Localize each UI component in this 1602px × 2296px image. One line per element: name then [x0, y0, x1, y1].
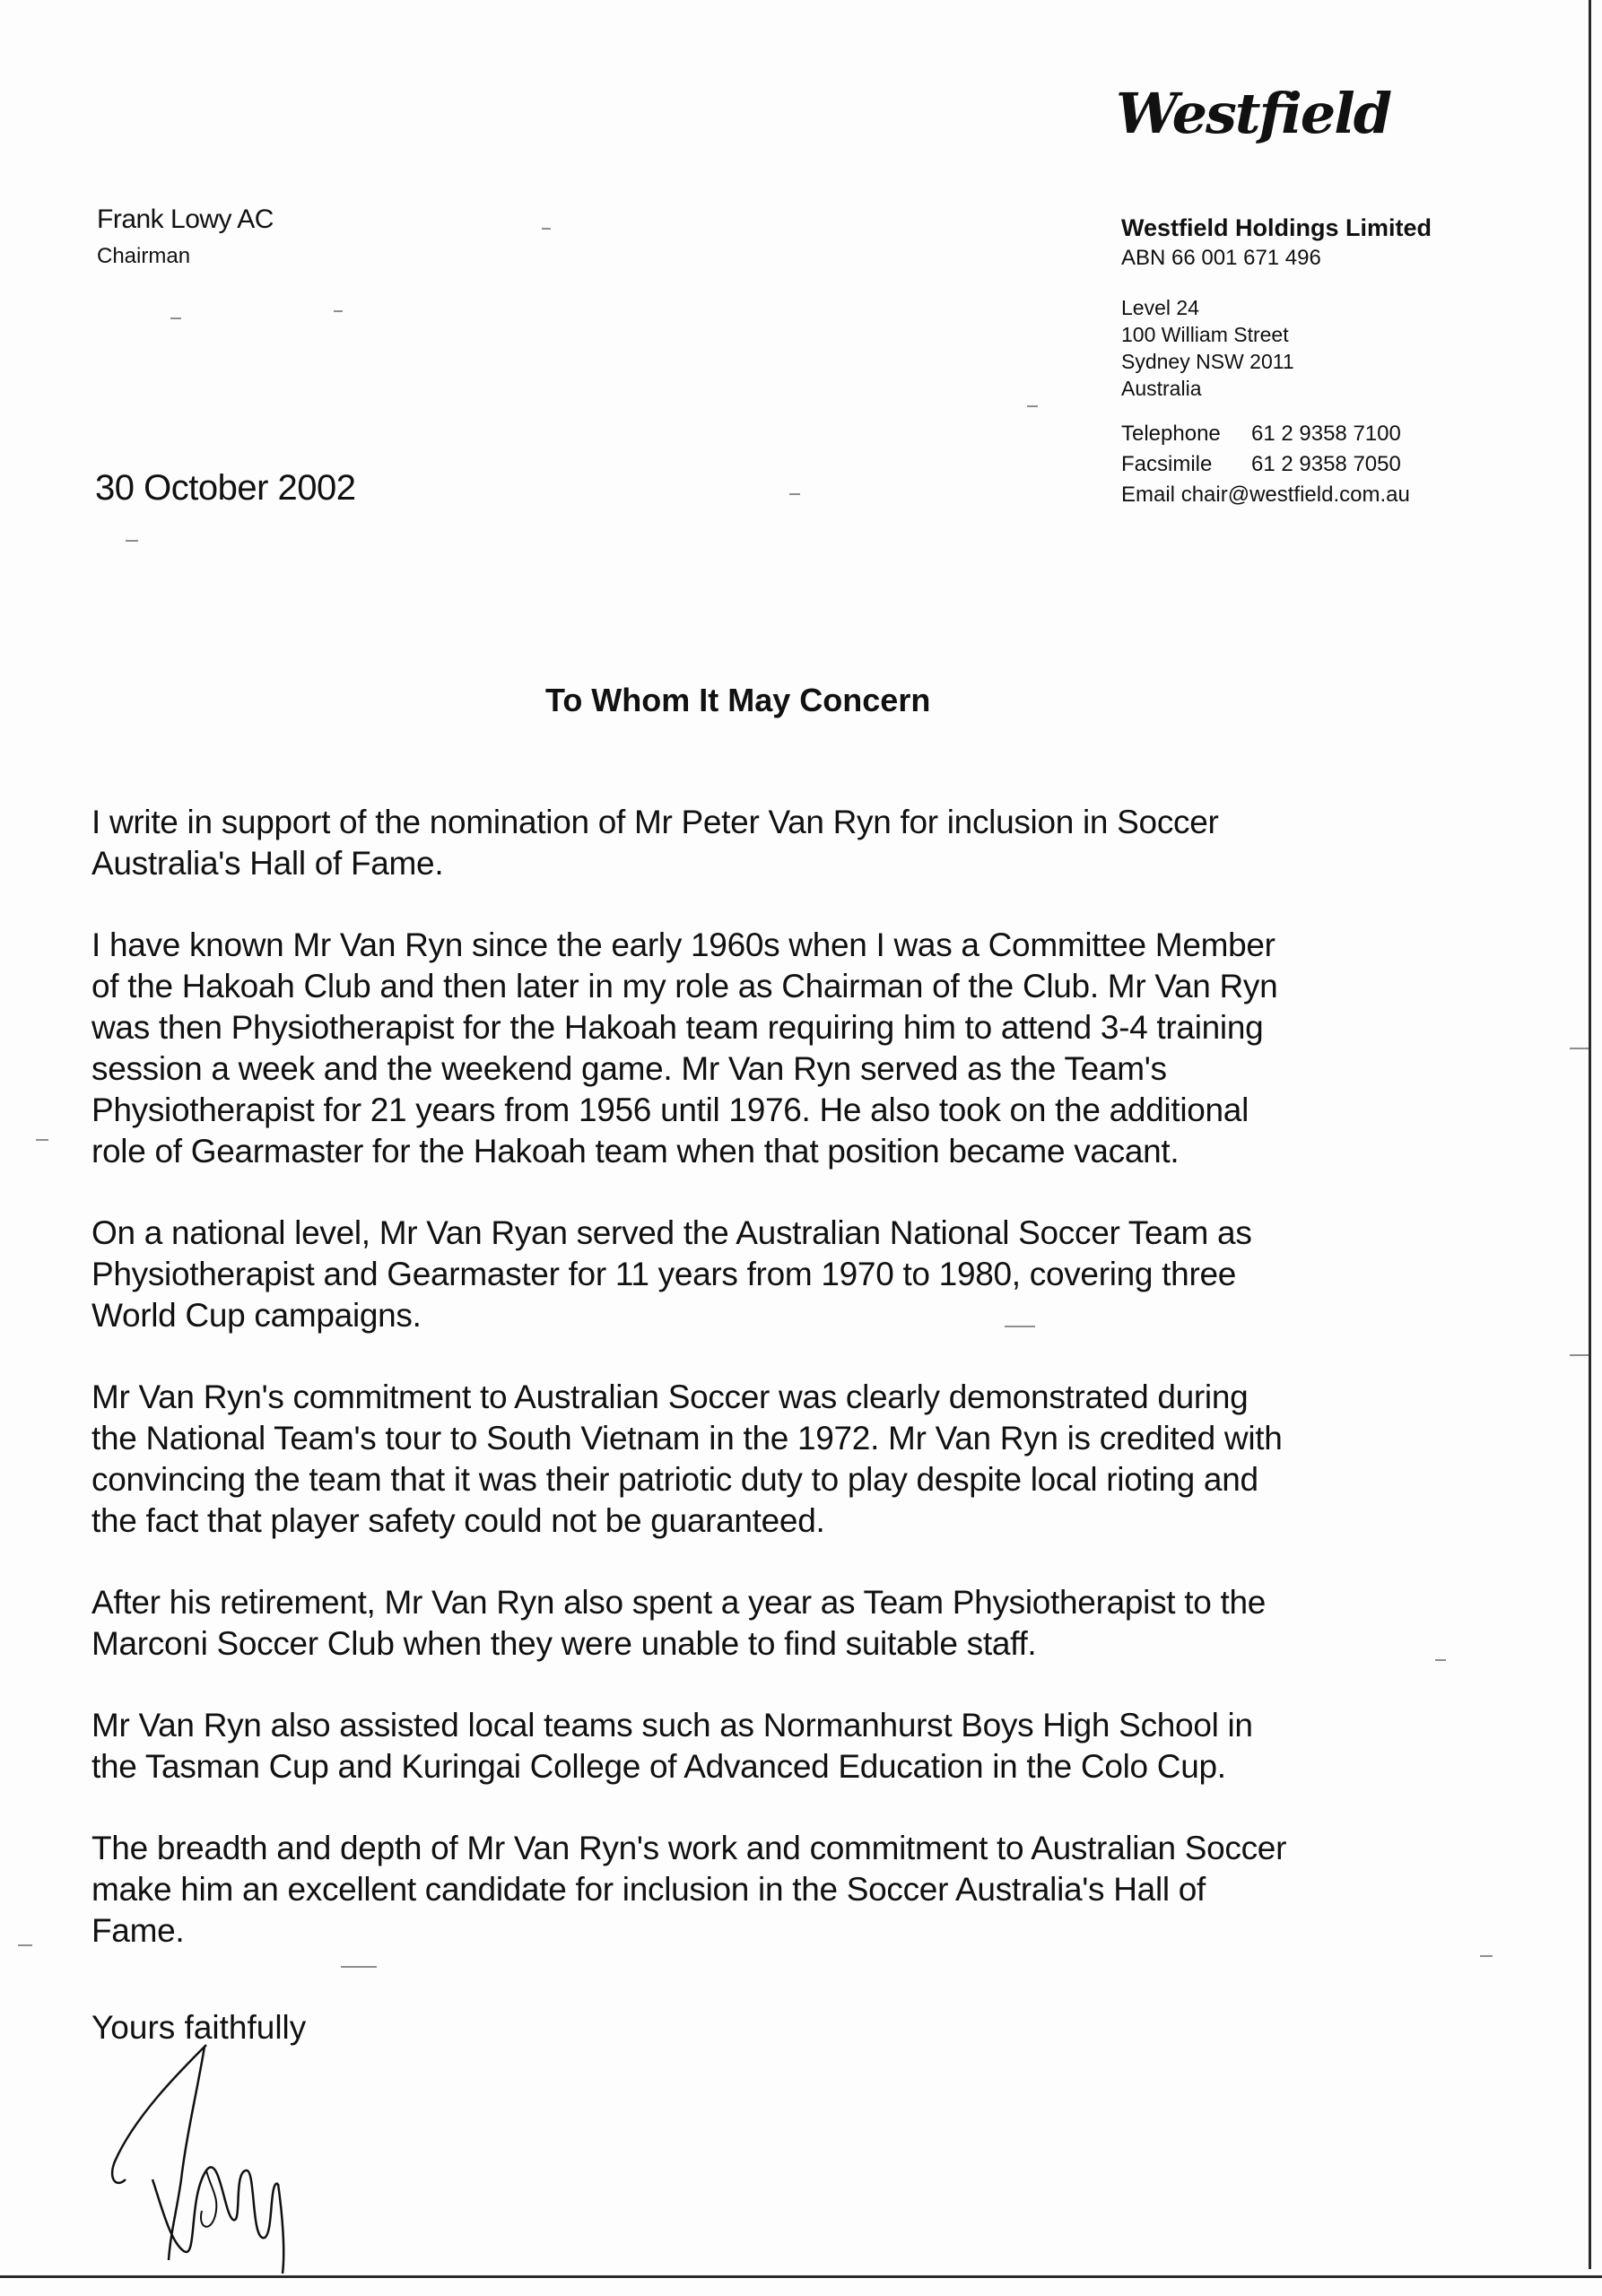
closing-salutation: Yours faithfully	[91, 2009, 307, 2046]
body-paragraph: After his retirement, Mr Van Ryn also spent a year as Team Physiotherapist to the Marconi Soccer Club when they were unable to find suitable staff.	[91, 1584, 1267, 1662]
contact-email	[1121, 480, 1410, 510]
handwritten-signature	[99, 2036, 305, 2278]
scan-speck	[1570, 1354, 1589, 1356]
scan-speck	[36, 1139, 48, 1141]
contact-facsimile	[1121, 449, 1410, 480]
body-paragraph: Mr Van Ryn also assisted local teams such as Normanhurst Boys High School in the Tasman Cup and Kuringai College of Advanced Education in the Colo Cup.	[91, 1707, 1253, 1785]
scan-speck	[1570, 1048, 1589, 1049]
sender-name: Frank Lowy AC	[97, 204, 274, 234]
contact-label: Email	[1121, 483, 1176, 507]
westfield-logo: Westfield	[1116, 81, 1391, 146]
scan-speck	[334, 310, 343, 312]
letter-date: 30 October 2002	[95, 468, 356, 508]
contact-label: Facsimile	[1121, 452, 1213, 476]
letter-body	[91, 802, 1473, 1992]
address-line: Sydney NSW 2011	[1121, 350, 1294, 373]
address-line: Level 24	[1121, 296, 1199, 319]
company-address	[1121, 294, 1294, 402]
body-paragraph: I have known Mr Van Ryn since the early 1960s when I was a Committee Member of the Hakoah Club and then later in my role as Chairman of the Club. Mr Van Ryn was then Physiotherapist for the Hakoah team requiring him to attend 3-4 training session a week and the weekend game. Mr Van Ryn served as the Team's Physiotherapist for 21 years from 1956 until 1976. He also took on the additional role of Gearmaster for the Hakoah team when that position became vacant.	[91, 926, 1278, 1170]
contact-telephone	[1121, 419, 1410, 449]
scan-edge-right	[1589, 0, 1591, 2269]
contact-label: Telephone	[1121, 422, 1221, 446]
company-contacts	[1121, 419, 1410, 510]
scan-speck	[1027, 405, 1038, 407]
body-paragraph: On a national level, Mr Van Ryan served the Australian National Soccer Team as Physiotherapist and Gearmaster for 11 years from 1970 to 1980, covering three World Cup campaigns.	[91, 1214, 1252, 1334]
body-paragraph: I write in support of the nomination of Mr Peter Van Ryn for inclusion in Soccer Australia's Hall of Fame.	[91, 804, 1219, 882]
address-line: Australia	[1121, 377, 1202, 400]
address-line: 100 William Street	[1121, 323, 1289, 346]
sender-title: Chairman	[97, 244, 191, 268]
scan-speck	[18, 1944, 32, 1946]
scan-speck	[170, 317, 181, 319]
scan-speck	[1480, 1955, 1493, 1957]
body-paragraph: Mr Van Ryn's commitment to Australian Soccer was clearly demonstrated during the National Team's tour to South Vietnam in the 1972. Mr Van Ryn is credited with convincing the team that it was their patriotic duty to play despite local rioting and the fact that player safety could not be guaranteed.	[91, 1378, 1283, 1539]
letter-subject: To Whom It May Concern	[545, 682, 931, 718]
company-block	[1121, 213, 1432, 273]
contact-value: 61 2 9358 7050	[1251, 452, 1401, 476]
contact-value: chair@westfield.com.au	[1180, 483, 1410, 507]
contact-value: 61 2 9358 7100	[1251, 422, 1401, 446]
company-abn: ABN 66 001 671 496	[1121, 246, 1321, 270]
body-paragraph: The breadth and depth of Mr Van Ryn's work and commitment to Australian Soccer make him an excellent candidate for inclusion in the Soccer Australia's Hall of Fame.	[91, 1830, 1287, 1949]
scan-speck	[126, 540, 138, 542]
scan-speck	[789, 493, 800, 495]
company-name: Westfield Holdings Limited	[1121, 214, 1432, 241]
scan-speck	[542, 228, 551, 230]
